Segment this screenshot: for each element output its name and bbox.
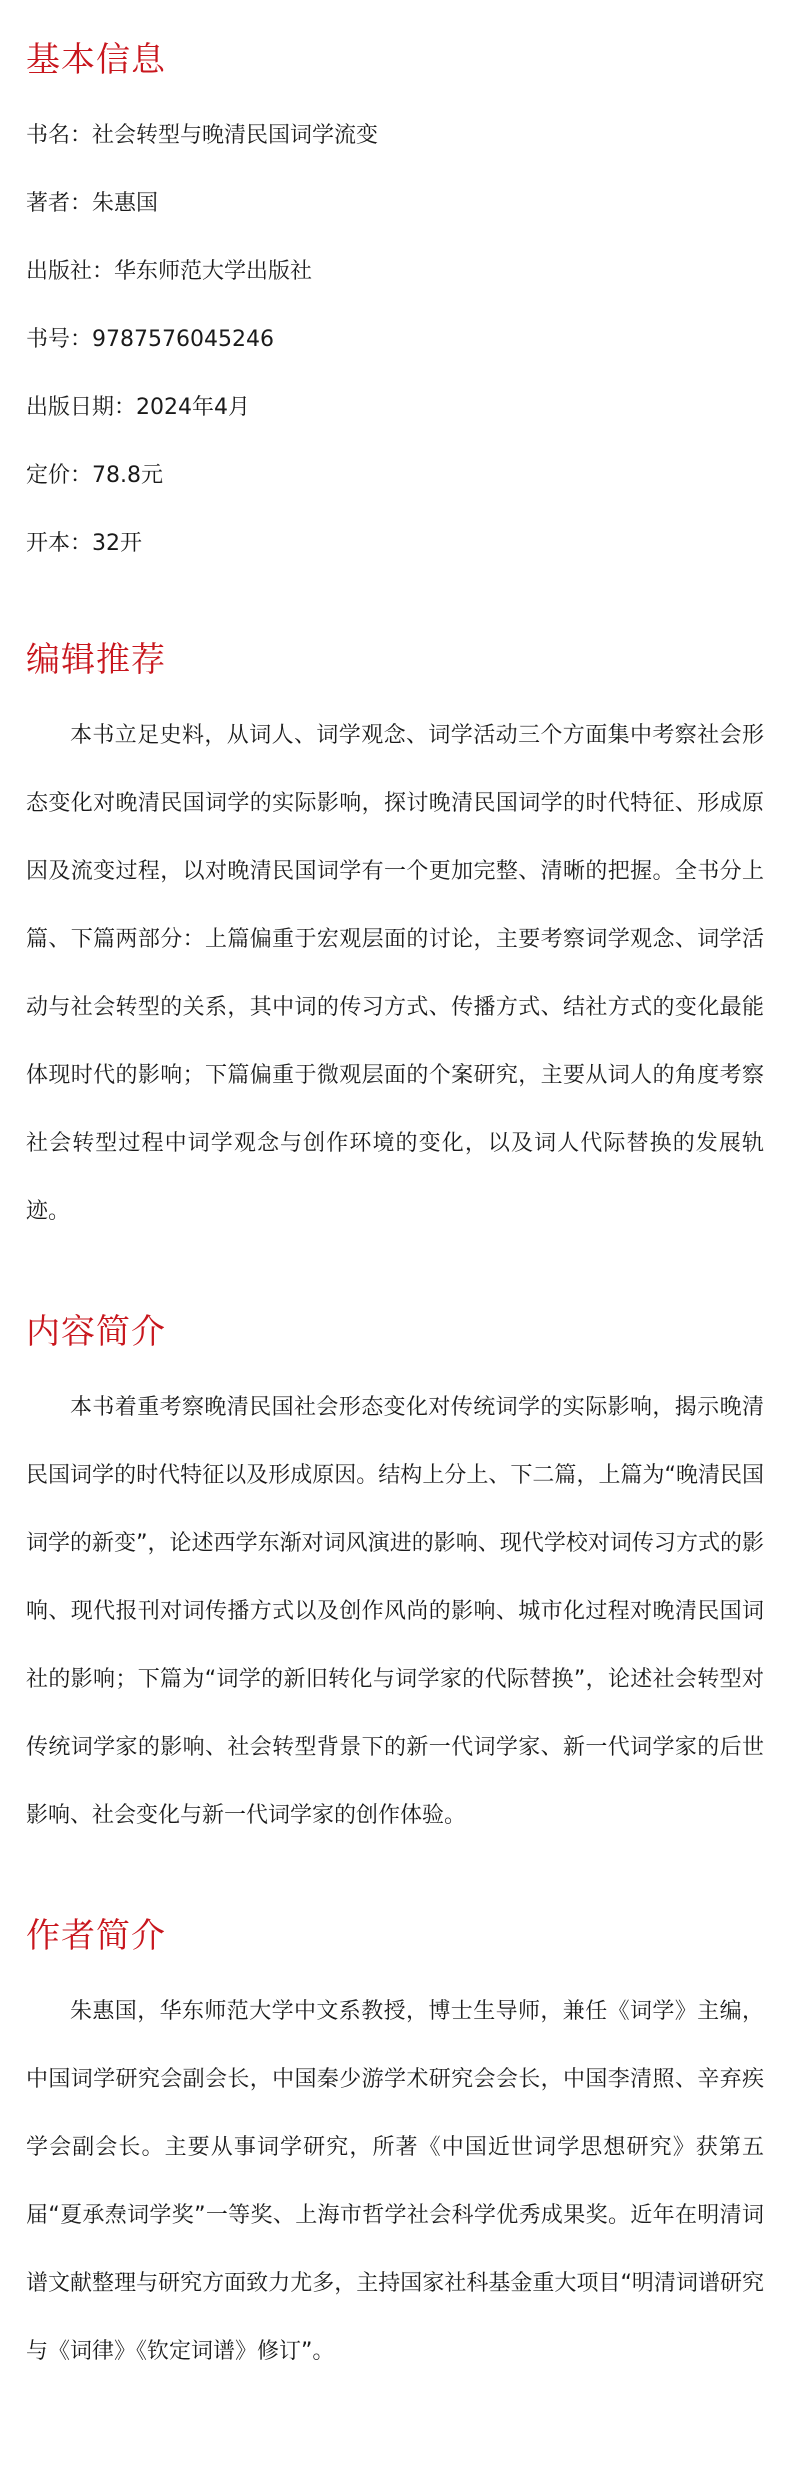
isbn-line: 书号：9787576045246 [26, 327, 274, 352]
content-intro-heading: 内容简介 [26, 1312, 166, 1352]
format-line: 开本：32开 [26, 531, 142, 556]
basic-info-heading: 基本信息 [26, 40, 166, 80]
content-intro-text: 本书着重考察晚清民国社会形态变化对传统词学的实际影响，揭示晚清民国词学的时代特征以及形成原因。结构上分上、下二篇，上篇为“晚清民国词学的新变”，论述西学东渐对词风演进的影响、现代学校对词传习方式的影响、现代报刊对词传播方式以及创作风尚的影响、城市化过程对晚清民国词社的影响；下篇为“词学的新旧转化与词学家的代际替换”，论述社会转型对传统词学家的影响、社会转型背景下的新一代词学家、新一代词学家的后世影响、社会变化与新一代词学家的创作体验。 [26, 1395, 764, 1828]
author-intro-section [26, 1906, 764, 2386]
price-line: 定价：78.8元 [26, 463, 163, 488]
book-name-line: 书名：社会转型与晚清民国词学流变 [26, 123, 379, 148]
author-intro-heading: 作者简介 [26, 1916, 166, 1956]
editor-recommend-heading: 编辑推荐 [26, 640, 166, 680]
section-spacer [26, 1246, 764, 1302]
basic-info-section [26, 30, 764, 578]
publisher-line: 出版社：华东师范大学出版社 [26, 259, 313, 284]
editor-recommend-section [26, 630, 764, 1246]
editor-recommend-text: 本书立足史料，从词人、词学观念、词学活动三个方面集中考察社会形态变化对晚清民国词学的实际影响，探讨晚清民国词学的时代特征、形成原因及流变过程，以对晚清民国词学有一个更加完整、清晰的把握。全书分上篇、下篇两部分：上篇偏重于宏观层面的讨论，主要考察词学观念、词学活动与社会转型的关系，其中词的传习方式、传播方式、结社方式的变化最能体现时代的影响；下篇偏重于微观层面的个案研究，主要从词人的角度考察社会转型过程中词学观念与创作环境的变化，以及词人代际替换的发展轨迹。 [26, 723, 764, 1224]
section-spacer [26, 1850, 764, 1906]
content-intro-section [26, 1302, 764, 1850]
section-spacer [26, 578, 764, 630]
pub-date-line: 出版日期：2024年4月 [26, 395, 250, 420]
author-line: 著者：朱惠国 [26, 191, 159, 216]
author-intro-text: 朱惠国，华东师范大学中文系教授，博士生导师，兼任《词学》主编，中国词学研究会副会长，中国秦少游学术研究会会长，中国李清照、辛弃疾学会副会长。主要从事词学研究，所著《中国近世词学思想研究》获第五届“夏承焘词学奖”一等奖、上海市哲学社会科学优秀成果奖。近年在明清词谱文献整理与研究方面致力尤多，主持国家社科基金重大项目“明清词谱研究与《词律》《钦定词谱》修订”。 [26, 1999, 764, 2364]
